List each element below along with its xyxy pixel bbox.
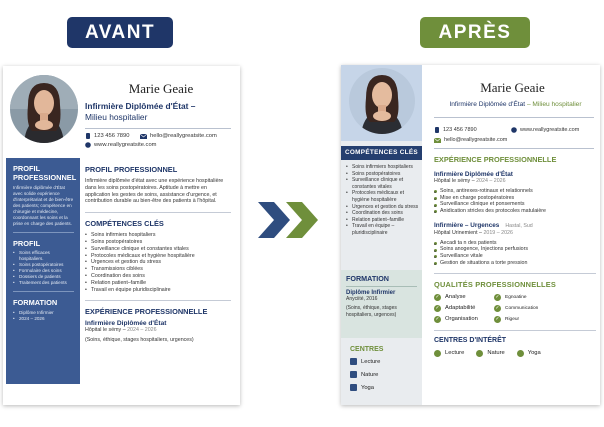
apres-label: APRÈS — [420, 17, 530, 48]
formation-desc: (Soins, éthique, stages hospitaliers, urgences) — [346, 304, 397, 318]
formation-school: Anyciité, 2016 — [346, 296, 378, 302]
yoga-icon — [350, 384, 357, 391]
skills-list — [85, 232, 231, 293]
formation-title: FORMATION — [346, 274, 389, 283]
check-icon: ✓ — [435, 304, 440, 311]
list-item: • Dossiers de patients — [13, 274, 74, 280]
skills-list — [346, 164, 420, 237]
cint-list — [434, 350, 596, 357]
cint-title: CENTRES D'INTÉRÊT — [434, 336, 507, 344]
list-item: • Soins, antirexes-rotinaux et relationnels — [434, 188, 596, 195]
cv-before — [3, 66, 240, 405]
exp2-place: Hôpital Urinemient — [434, 229, 478, 236]
list-item: • Traitement des patients — [13, 280, 74, 286]
qualities-title: QUALITÉS PROFESSIONNELLES — [434, 279, 557, 289]
yoga-icon — [517, 350, 524, 357]
exp-job: Infirmière Diplômée d'État — [85, 320, 167, 328]
exp1-job: Infirmière Diplômée d'État — [434, 171, 513, 178]
cint-label: Yoga — [527, 350, 541, 357]
list-item: • Surveillance vitale — [434, 253, 596, 260]
interest-item — [350, 358, 380, 365]
list-item: • Soins infirmiers hospitaliers — [85, 232, 231, 239]
divider — [346, 286, 417, 287]
list-item: • Relation patient–famille — [346, 217, 420, 224]
check-icon: ✓ — [435, 315, 440, 322]
cv-after — [341, 65, 600, 405]
side-divider — [13, 291, 74, 292]
check-icon: ✓ — [495, 304, 500, 311]
email-contact — [140, 133, 217, 139]
cv-name: Marie Geaie — [128, 81, 194, 96]
list-item: • Formulaire des soins — [13, 268, 74, 274]
exp-title: EXPÉRIENCE PROFESSIONNELLE — [434, 155, 557, 164]
cv-name: Marie Geaie — [480, 80, 545, 95]
profile-photo — [349, 68, 415, 134]
quality-label: Analyse — [445, 294, 466, 301]
list-item: • Protocoles médicaux et hygiène hospitalière — [346, 190, 420, 203]
exp-dates: 2024 – 2026 — [127, 327, 157, 334]
website-contact — [511, 127, 579, 133]
list-item: • Coordination des soins — [346, 210, 420, 217]
list-item: • Gestion de situations a torte pression — [434, 260, 596, 267]
exp1-list — [434, 188, 596, 215]
exp2-list — [434, 240, 596, 267]
list-item: • Travail en équipe pluridisciplinaire — [85, 287, 231, 294]
sidebar — [6, 158, 80, 384]
divider — [85, 300, 231, 301]
list-item: • Transmissions ciblées — [85, 266, 231, 273]
quality-item — [434, 305, 494, 312]
website-text: www.reallygreatsite.com — [94, 142, 157, 148]
cint-item — [517, 350, 541, 357]
qualities-grid — [434, 294, 596, 323]
list-item: • Surveillance clinique et constantes vitales — [85, 246, 231, 253]
mail-icon — [434, 138, 441, 143]
formation-degree: Diplôme Infirmier — [346, 290, 396, 296]
phone-text: 123 456 7890 — [94, 133, 130, 139]
check-icon: ✓ — [495, 315, 500, 322]
website-contact — [85, 142, 157, 148]
exp2-job: Infirmière – Urgences — [434, 221, 500, 229]
side-profile-text: Infirmière diplômée d'État avec solide expérience d'interprétariat et de bien-être des patients; compétence en chirurgie et médecine, coordonnant les soins et la prise en charge des patients. — [13, 185, 74, 226]
list-item: • Soins efficaces hospitaliers. — [13, 250, 74, 262]
exp2-dates: 2019 – 2026 — [483, 229, 513, 236]
quality-label: Adaptabilité — [445, 305, 476, 312]
side-profil-list — [13, 250, 74, 286]
list-item: • Surveillance clinique et constantes vitales — [346, 177, 420, 190]
main-column — [85, 165, 231, 344]
side-formation-title: FORMATION — [13, 298, 58, 307]
job-title-sub: – Milieu hospitalier — [526, 101, 582, 108]
side-profil-title: PROFIL — [13, 239, 41, 248]
exp2-place-line: Hôpital Urinemient – 2019 – 2026 — [434, 229, 513, 236]
quality-label: Egnoatine — [505, 294, 527, 300]
list-item: • Relation patient–famille — [85, 280, 231, 287]
exp1-place: Hôpital le sémy — [434, 178, 471, 184]
phone-text: 123 456 7890 — [443, 127, 477, 133]
phone-icon — [434, 127, 440, 133]
leaf-icon — [476, 350, 483, 357]
list-item: • Soins anogence, Injections perfusiors — [434, 246, 596, 253]
quality-item — [494, 305, 564, 312]
side-profile-title: PROFIL PROFESSIONNEL — [13, 164, 77, 182]
job-title — [85, 101, 235, 123]
interest-label: Nature — [361, 371, 379, 378]
phone-contact — [434, 127, 477, 133]
list-item: • Protocoles médicaux et hygiène hospitalière — [85, 253, 231, 260]
list-item: • Coordination des soins — [85, 273, 231, 280]
quality-label: Rigeur — [505, 316, 520, 322]
exp1-dates: 2024 – 2026 — [476, 178, 506, 184]
list-item: • Soins infirmiers hospitaliers — [346, 164, 420, 171]
mail-icon — [140, 134, 147, 139]
interests-title: CENTRES — [350, 346, 384, 353]
list-item: • Soins postopératoires — [13, 262, 74, 268]
job-title-main: Infirmière Diplômée d'État — [449, 101, 526, 108]
exp-title: EXPÉRIENCE PROFESSIONNELLE — [85, 307, 208, 317]
exp2-header — [434, 222, 596, 230]
divider — [85, 128, 231, 129]
list-item: • Surveillance clinique et ponsements — [434, 201, 596, 208]
interest-label: Lecture — [361, 358, 381, 365]
interest-label: Yoga — [361, 384, 375, 391]
profile-text: Infirmière diplômée d'état avec une expérience hospitalière dans les soins postopératoires. Aptitude à mettre en application les gestes de soins, assistance d'urgence, et contribution durable au bien-être des patients à l'hôpital. — [85, 178, 224, 205]
phone-icon — [85, 133, 91, 139]
divider — [434, 330, 596, 331]
list-item: • Soins postopératoires — [346, 171, 420, 178]
list-item: • Mise en charge postopératoires — [434, 195, 596, 202]
list-item: • Travail en équipe – pluridisciplinaire — [346, 223, 420, 236]
interest-item — [350, 384, 380, 391]
check-icon: ✓ — [435, 293, 440, 300]
list-item: • 2024 – 2026 — [13, 316, 74, 322]
list-item: • Aecadi ta n des patients — [434, 240, 596, 247]
quality-label: Organisation — [445, 316, 478, 323]
list-item: • Anidication stricles des protocoles matulaière — [434, 208, 596, 215]
email-text: hello@reallygreatsite.com — [444, 137, 508, 143]
phone-contact — [85, 133, 129, 139]
quality-item — [434, 294, 494, 301]
side-divider — [13, 232, 74, 233]
divider — [434, 148, 594, 149]
quality-item — [494, 294, 564, 301]
divider — [85, 212, 231, 213]
quality-item — [494, 316, 564, 323]
skills-title: COMPÉTENCES CLÉS — [85, 219, 164, 229]
email-text: hello@reallygreatsite.com — [150, 133, 217, 139]
interest-item — [350, 371, 380, 378]
cint-item — [434, 350, 464, 357]
job-title — [433, 101, 598, 108]
formation-box — [341, 270, 422, 338]
job-title-sub: Milieu hospitalier — [85, 112, 148, 122]
list-item: • Soins postopératoires — [85, 239, 231, 246]
website-text: www.reallygreatsite.com — [520, 127, 580, 133]
book-icon — [350, 358, 357, 365]
globe-icon — [511, 127, 517, 133]
leaf-icon — [350, 371, 357, 378]
cint-label: Nature — [487, 350, 505, 357]
exp-place: Hôpital le sémy — [85, 327, 122, 334]
cint-label: Lecture — [445, 350, 465, 357]
divider — [434, 117, 594, 118]
book-icon — [434, 350, 441, 357]
profile-photo — [10, 75, 78, 143]
exp1-place-line: Hôpital le sémy – 2024 – 2026 — [434, 178, 506, 184]
cint-item — [476, 350, 504, 357]
list-item: • Urgences et gestion du stress — [346, 204, 420, 211]
exp2-note: Hastal, Sud — [505, 222, 533, 229]
double-arrow-icon — [256, 202, 322, 238]
job-title-main: Infirmière Diplômée d'État – — [85, 101, 196, 111]
list-item: • Diplôme Infirmier — [13, 310, 74, 316]
email-contact — [434, 137, 507, 143]
divider — [434, 273, 596, 274]
exp-place-line: Hôpital le sémy – 2024 – 2026 — [85, 327, 157, 334]
avant-label: AVANT — [67, 17, 173, 48]
list-item: • Urgences et gestion du stress — [85, 259, 231, 266]
interests-list — [350, 358, 380, 391]
globe-icon — [85, 142, 91, 148]
skills-header: COMPÉTENCES CLÉS — [341, 146, 422, 160]
quality-item — [434, 316, 494, 323]
quality-label: Communication — [505, 305, 539, 311]
exp-desc: (Soins, éthique, stages hospitaliers, urgences) — [85, 337, 194, 344]
main-column — [434, 155, 596, 357]
side-formation-list — [13, 310, 74, 322]
check-icon: ✓ — [495, 293, 500, 300]
profile-title: PROFIL PROFESSIONNEL — [85, 165, 178, 174]
